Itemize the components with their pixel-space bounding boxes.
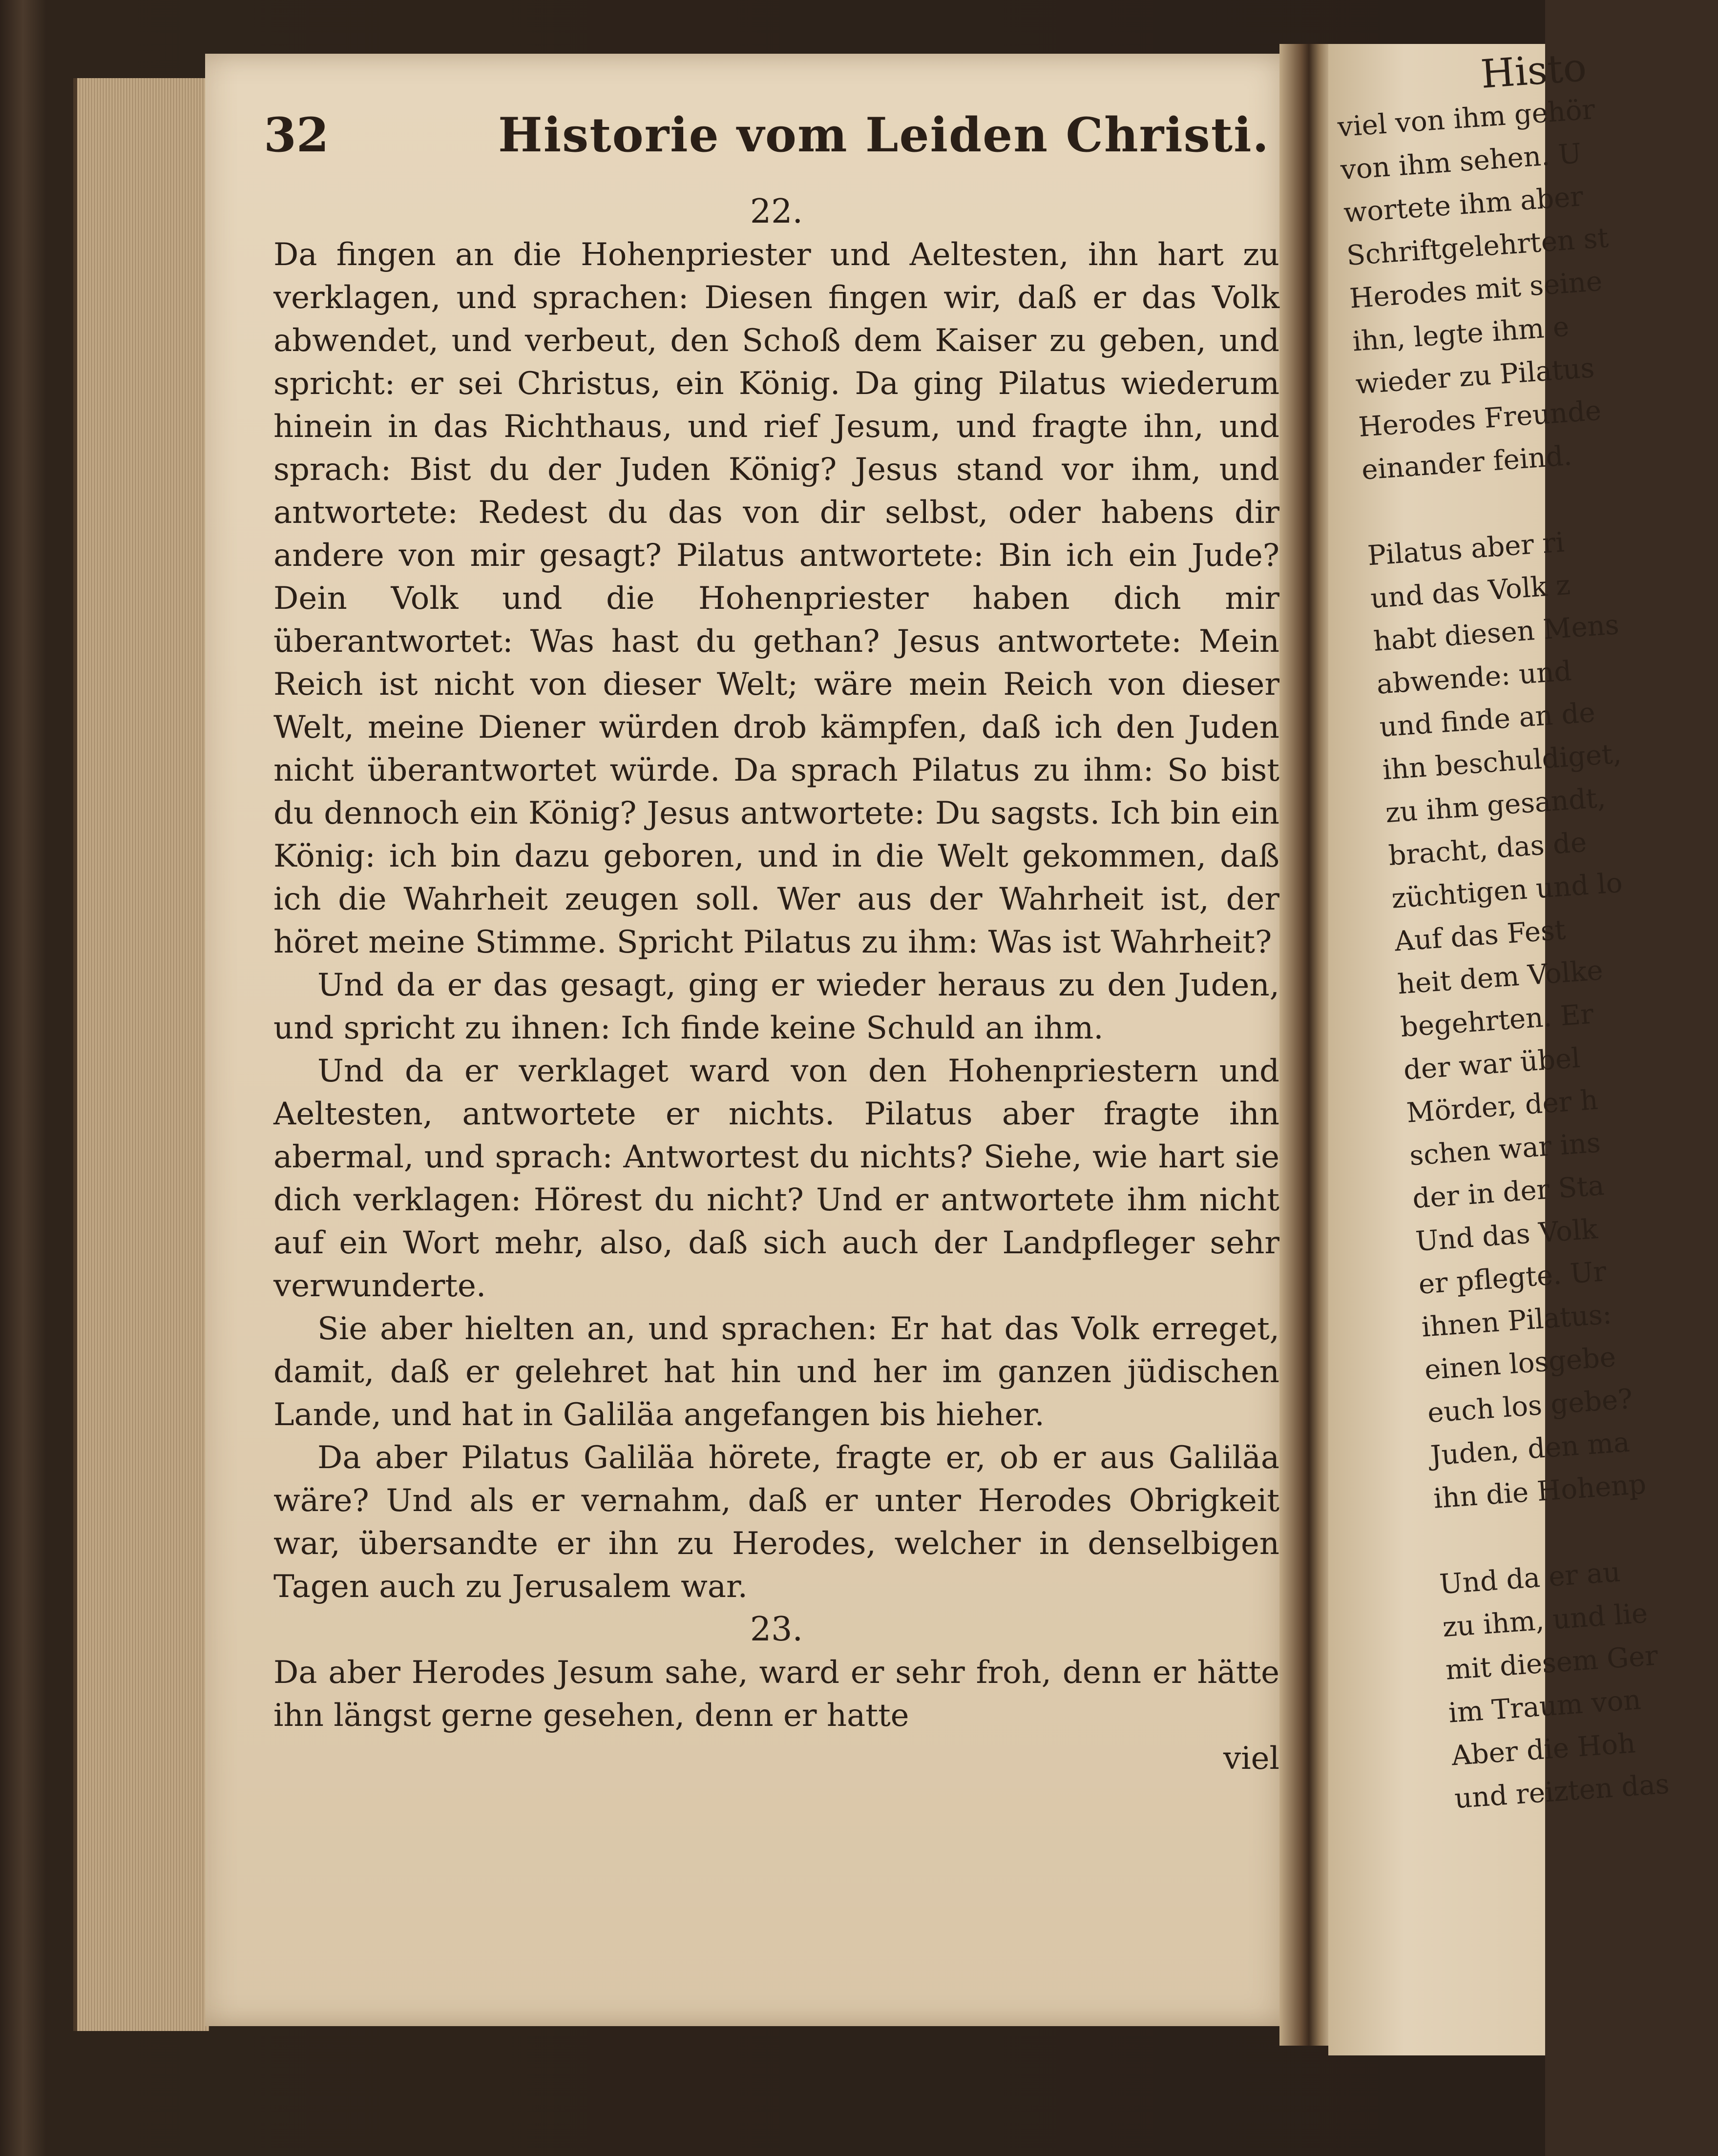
right-page-line: im Traum von	[1447, 1684, 1642, 1729]
right-page-line: schen war ins	[1408, 1127, 1602, 1172]
right-page-line: und das Volk z	[1369, 569, 1571, 615]
right-page-line: mit diesem Ger	[1444, 1639, 1659, 1686]
page-number: 32	[264, 107, 329, 163]
right-page-line: Mörder, der h	[1405, 1084, 1599, 1129]
right-page-line: einander feind.	[1361, 439, 1573, 486]
left-page-text	[273, 190, 1279, 1780]
paragraph: Da aber Herodes Jesum sahe, ward er sehr froh, denn er hätte ihn längst gerne gesehen, denn er hatte	[273, 1655, 1279, 1734]
right-page-line: der war übel	[1402, 1042, 1582, 1086]
page-header	[264, 98, 1279, 161]
right-page-line: ihn die Hohenp	[1432, 1468, 1648, 1515]
paragraph: Sie aber hielten an, und sprachen: Er hat das Volk erreget, damit, daß er gelehret hat hin und her im ganzen jüdischen Lande, und hat in Galiläa angefangen bis hieher.	[273, 1311, 1279, 1433]
right-page-line: wortete ihm aber	[1342, 181, 1585, 229]
book-gutter	[1279, 44, 1333, 2046]
right-page-line: heit dem Volke	[1396, 954, 1604, 1001]
right-page-line: bracht, das de	[1387, 826, 1588, 872]
right-page-line: von ihm sehen. U	[1340, 138, 1583, 187]
right-page-line: der in der Sta	[1411, 1169, 1606, 1215]
right-page-line: Und das Volk	[1414, 1213, 1599, 1258]
right-page-line: viel von ihm gehör	[1336, 93, 1596, 144]
right-page-line: ihn beschuldiget,	[1381, 738, 1623, 787]
paragraph: Und da er das gesagt, ging er wieder heraus zu den Juden, und spricht zu ihnen: Ich finde keine Schuld an ihm.	[273, 967, 1279, 1046]
right-page-line: ihnen Pilatus:	[1420, 1298, 1613, 1344]
section-number: 23.	[750, 1610, 803, 1649]
section-number: 22.	[750, 192, 803, 231]
right-page-line: zu ihm gesandt,	[1384, 782, 1607, 829]
right-page-line: ihn, legte ihm e	[1351, 311, 1571, 358]
right-page-line: er pflegte. Ur	[1417, 1256, 1608, 1301]
right-page-line: Herodes Freunde	[1357, 394, 1603, 444]
right-page-line: einen losgebe	[1423, 1341, 1617, 1387]
right-page-line: euch los gebe?	[1426, 1383, 1634, 1430]
right-page-line: zu ihm, und lie	[1441, 1597, 1649, 1644]
right-page-line: Und da er au	[1438, 1556, 1622, 1601]
right-page-line: Schriftgelehrten st	[1345, 222, 1610, 272]
page-edges	[73, 78, 209, 2031]
right-page-line: habt diesen Mens	[1372, 609, 1620, 658]
paragraph: Da aber Pilatus Galiläa hörete, fragte er, ob er aus Galiläa wäre? Und als er vernahm, daß er unter Herodes Obrigkeit war, übersandte er ihn zu Herodes, welcher in denselbigen Tagen auch zu Jerusalem war.	[273, 1440, 1279, 1605]
right-page-line: Aber die Hoh	[1450, 1727, 1637, 1772]
right-page-line: begehrten. Er	[1399, 998, 1595, 1044]
paragraph: Da fingen an die Hohenpriester und Aeltesten, ihn hart zu verklagen, und sprachen: Diesen fingen wir, daß er das Volk abwendet, und verbeut, den Schoß dem Kaiser zu geben, und spricht: er sei Christus, ein König. Da ging Pilatus wiederum hinein in das Richthaus, und rief Jesum, und fragte ihn, und sprach: Bist du der Juden König? Jesus stand vor ihm, und antwortete: Redest du das von dir selbst, oder habens dir andere von mir gesagt? Pilatus antwortete: Bin ich ein Jude? Dein Volk und die Hohenpriester haben dich mir überantwortet: Was hast du gethan? Jesus antwortete: Mein Reich ist nicht von dieser Welt; wäre mein Reich von dieser Welt, meine Diener würden drob kämpfen, daß ich den Juden nicht überantwortet würde. Da sprach Pilatus zu ihm: So bist du dennoch ein König? Jesus antwortete: Du sagsts. Ich bin ein König: ich bin dazu geboren, und in die Welt gekommen, daß ich die Wahrheit zeugen soll. Wer aus der Wahrheit ist, der höret meine Stimme. Spricht Pilatus zu ihm: Was ist Wahrheit?	[273, 237, 1279, 960]
right-page-line: Juden, den ma	[1429, 1426, 1631, 1472]
right-page-line: und reizten das	[1453, 1768, 1671, 1815]
paragraph: Und da er verklaget ward von den Hohenpriestern und Aeltesten, antwortete er nichts. Pilatus aber fragte ihn abermal, und sprach: Antwortest du nichts? Siehe, wie hart sie dich verklagen: Hörest du nicht? Und er antwortete ihm nicht auf ein Wort mehr, also, daß sich auch der Landpfleger sehr verwunderte.	[273, 1053, 1279, 1304]
right-page-line: Pilatus aber ri	[1366, 526, 1566, 572]
right-page-line: wieder zu Pilatus	[1354, 352, 1596, 401]
right-page-line: und finde an de	[1378, 696, 1596, 744]
running-title: Historie vom Leiden Christi.	[498, 107, 1270, 163]
right-page-line: abwende: und	[1375, 655, 1573, 701]
right-page-line: Auf das Fest	[1393, 914, 1567, 958]
right-page-header: Histo	[1479, 44, 1588, 97]
catchword: viel	[1223, 1741, 1279, 1777]
right-page-line: züchtigen und lo	[1390, 867, 1624, 915]
right-page-line: Herodes mit seine	[1348, 265, 1604, 315]
